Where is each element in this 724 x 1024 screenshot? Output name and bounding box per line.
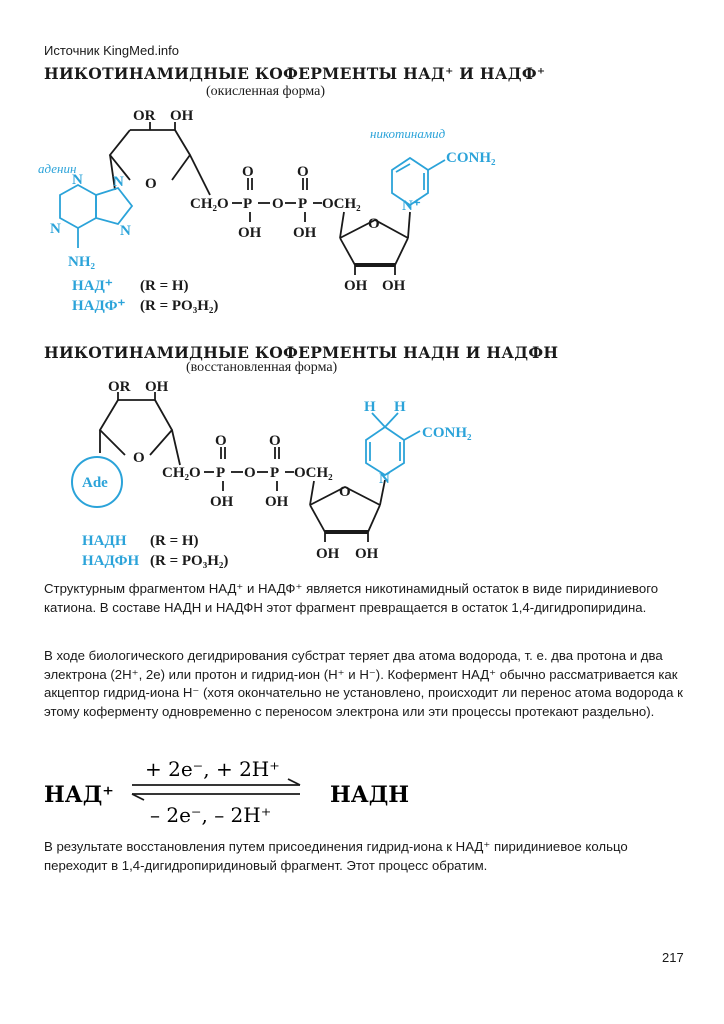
adenine-ring (60, 185, 96, 228)
equation-right: НАДН (330, 782, 410, 808)
ade-label: Ade (82, 475, 108, 491)
redox-equation (0, 752, 724, 832)
oh-label: OH (145, 379, 169, 395)
nad-plus-label: НАД⁺ (72, 278, 113, 294)
ring-oxygen-label: O (133, 450, 145, 466)
nadph-label: НАДФН (82, 553, 140, 569)
oxygen-label: O (244, 465, 256, 481)
conh2-label: CONH₂ (422, 425, 472, 441)
section-title-reduced: НИКОТИНАМИДНЫЕ КОФЕРМЕНТЫ НАДН И НАДФН (44, 343, 559, 362)
ch2o-label: CH₂O (190, 196, 229, 212)
ring-oxygen-label: O (145, 176, 157, 192)
bond (408, 212, 410, 238)
oh-label: OH (316, 546, 340, 562)
bond (190, 155, 210, 195)
bond (172, 430, 180, 465)
nadp-plus-label: НАДФ⁺ (72, 298, 126, 314)
reverse-arrowhead (132, 794, 144, 800)
nh2-label: NH₂ (68, 254, 95, 270)
section-title-oxidized: НИКОТИНАМИДНЫЕ КОФЕРМЕНТЫ НАД⁺ И НАДФ⁺ (44, 64, 546, 83)
nadh-label: НАДН (82, 533, 127, 549)
phosphorus-label: P (270, 465, 280, 481)
conh2-label: CONH₂ (446, 150, 496, 166)
oxygen-label: O (272, 196, 284, 212)
bond (100, 400, 125, 455)
paragraph-3: В результате восстановления путем присоединения гидрид-иона к НАД⁺ пиридиниевое кольцо переходит в 1,4-дигидропиридиновый фрагмент. Этот процесс обратим. (44, 839, 628, 873)
nicotinamide-label: никотинамид (370, 126, 446, 141)
paragraph-2: В ходе биологического дегидрирования субстрат теряет два атома водорода, т. е. два протона и два электрона (2H⁺, 2e) или протон и гидрид-ион (H⁺ и H⁻). Кофермент НАД⁺ обычно рассматривается как акцептор гидрид-иона H⁻ (хотя окончательно не установлено, происходит ли перенос атома водорода к этому коферменту одновременно с переносом электрона или эти процессы протекают раздельно). (44, 648, 683, 719)
or-label: OR (133, 108, 156, 124)
oxygen-label: O (269, 433, 281, 449)
oh-label: OH (293, 225, 317, 241)
equation-reverse-condition: – 2e⁻, – 2H⁺ (150, 803, 272, 827)
bond (150, 400, 172, 455)
oxygen-label: O (297, 164, 309, 180)
bond (340, 238, 355, 265)
oh-label: OH (382, 278, 406, 294)
r-h-label: (R = H) (150, 533, 199, 549)
oh-label: OH (170, 108, 194, 124)
dihydropyridine-ring (366, 427, 404, 475)
hydrogen-label: H (394, 399, 406, 415)
r-h-label: (R = H) (140, 278, 189, 294)
bond (385, 413, 398, 427)
adenine-label: аденин (38, 161, 77, 176)
bond (368, 505, 380, 532)
ch2o-label: CH₂O (162, 465, 201, 481)
bond (340, 212, 344, 238)
section-subtitle-oxidized: (окисленная форма) (206, 84, 326, 99)
n-label: N (72, 172, 83, 188)
oh-label: OH (265, 494, 289, 510)
equation-forward-condition: + 2e⁻, + 2H⁺ (145, 757, 280, 781)
section-subtitle-reduced: (восстановленная форма) (186, 360, 338, 375)
bond (310, 481, 314, 505)
pyridine-n-label: N (379, 471, 390, 487)
och2-label: OCH₂ (294, 465, 333, 481)
n-label: N (120, 223, 131, 239)
oh-label: OH (238, 225, 262, 241)
equation-left: НАД⁺ (44, 782, 114, 808)
bond (372, 413, 385, 427)
r-po3h2-label: (R = PO₃H₂) (140, 298, 219, 314)
och2-label: OCH₂ (322, 196, 361, 212)
forward-arrowhead (288, 779, 300, 785)
bond (310, 505, 325, 532)
hydrogen-label: H (364, 399, 376, 415)
paragraph-1: Структурным фрагментом НАД⁺ и НАДФ⁺ является никотинамидный остаток в виде пиридиниевого катиона. В составе НАДН и НАДФН этот фрагмент превращается в остаток 1,4-дигидропиридина. (44, 581, 659, 615)
ring-oxygen-label: O (368, 216, 380, 232)
n-label: N (113, 174, 124, 190)
nad-oxidized-structure (0, 100, 724, 330)
pyridinium-n-label: N⁺ (402, 198, 421, 214)
oxygen-label: O (242, 164, 254, 180)
imidazole-ring (96, 188, 132, 224)
or-label: OR (108, 379, 131, 395)
oh-label: OH (210, 494, 234, 510)
bond (172, 130, 190, 180)
bond (404, 431, 420, 440)
nadh-reduced-structure (0, 375, 724, 575)
oh-label: OH (344, 278, 368, 294)
phosphorus-label: P (243, 196, 253, 212)
ring-oxygen-label: O (339, 484, 351, 500)
page-number: 217 (662, 950, 684, 965)
bond (428, 160, 445, 170)
n-label: N (50, 221, 61, 237)
oxygen-label: O (215, 433, 227, 449)
r-po3h2-label: (R = PO₃H₂) (150, 553, 229, 569)
phosphorus-label: P (298, 196, 308, 212)
bond (395, 238, 408, 265)
phosphorus-label: P (216, 465, 226, 481)
source-line: Источник KingMed.info (44, 43, 179, 58)
oh-label: OH (355, 546, 379, 562)
